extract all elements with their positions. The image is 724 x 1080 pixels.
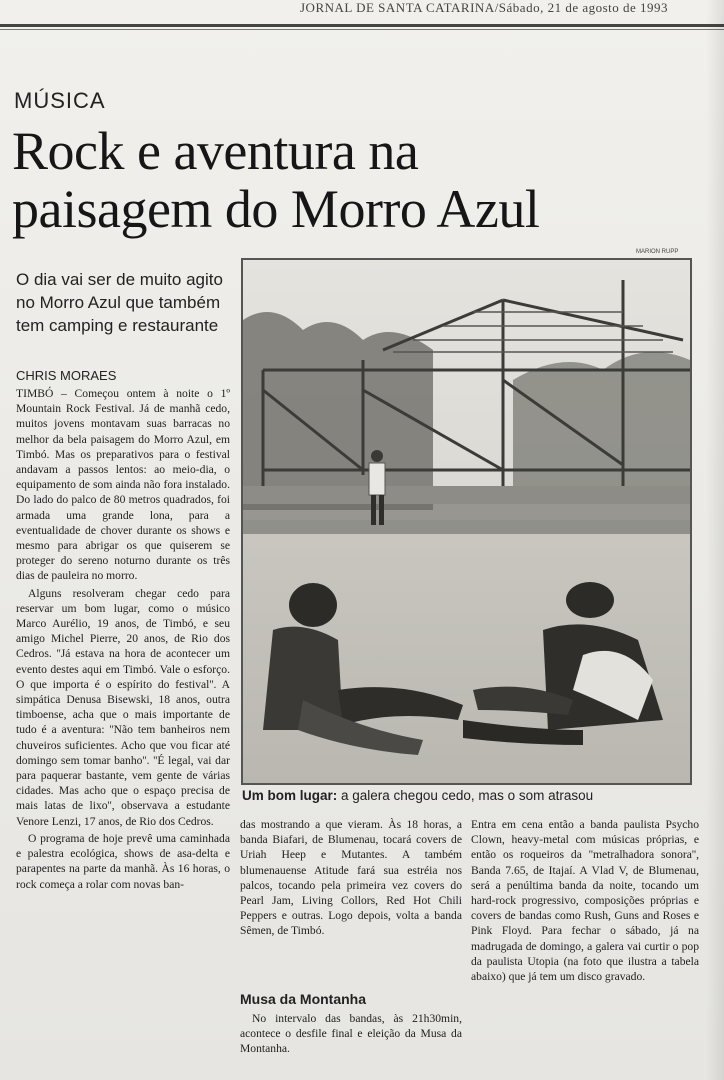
masthead: JORNAL DE SANTA CATARINA/Sábado, 21 de agosto de 1993: [300, 0, 669, 15]
paragraph: TIMBÓ – Começou ontem à noite o 1º Mountain Rock Festival. Já de manhã cedo, muitos jovens montavam suas barracas no melhor da bela paisagem do Morro Azul, em Timbó. Mas os preparativos para o festival andavam a passos lentos: ao meio-dia, o equipamento de som ainda não fora instalado. Do lado do palco de 80 metros quadrados, foi armada uma grande lona, para a eventualidade de chover durante os shows e mesmo para abrigar os que quiserem se proteger do sereno noturno durante os três dias de pauleira no morro.: [16, 387, 230, 583]
caption-text: a galera chegou cedo, mas o som atrasou: [337, 788, 594, 803]
paragraph: das mostrando a que vieram. Às 18 horas, a banda Biafari, de Blumenau, tocará covers de Uriah Heep e Mutantes. A também blumenauense Atitude fará sua estréia nos palcos, tocando pela primeira vez covers do Pearl Jam, Living Collors, Red Hot Chili Peppers e outras. Logo depois, volta a banda Sêmen, de Timbó.: [240, 818, 462, 938]
masthead-rule: [0, 24, 724, 27]
article-column-1: [16, 386, 230, 894]
photo-caption: [242, 788, 702, 803]
paragraph: No intervalo das bandas, às 21h30min, acontece o desfile final e eleição da Musa da Montanha.: [240, 1012, 462, 1056]
subhead-musa: Musa da Montanha: [240, 991, 367, 1007]
paragraph: Alguns resolveram chegar cedo para reservar um bom lugar, como o músico Marco Aurélio, 19 anos, de Timbó, e seu amigo Michel Pierre, 20 anos, de Rio dos Cedros. ''Já estava na hora de acontecer um evento destes aqui em Timbó. Vale o esforço. O que importa é o espírito do festival''. A simpática Denusa Bisewski, 18 anos, outra timboense, acha que o mais importante de tudo é a aventura: ''Não tem banheiros nem chuveiros suficientes. Acho que vou ficar até domingo sem tomar banho''. ''É legal, vai dar para paquerar bastante, vem gente de várias cidades. Mas acho que o espaço precisa de mais latas de lixo'', observava a estudante Venore Lenzi, 17 anos, de Rio dos Cedros.: [16, 586, 230, 828]
masthead-rule-thin: [0, 29, 724, 30]
article-column-2b: [240, 1011, 462, 1059]
article-column-2: [240, 817, 462, 941]
photo-credit: MARION RUPP: [636, 249, 679, 255]
page-fold-shadow: [706, 0, 724, 1080]
festival-photo: [241, 258, 692, 785]
paragraph: Entra em cena então a banda paulista Psycho Clown, heavy-metal com músicas próprias, e então os roqueiros da ''metralhadora sonora'', Banda 7.65, de Itajaí. A Vlad V, de Blumenau, será a penúltima banda da noite, tocando um hard-rock progressivo, composições próprias e covers de bandas como Rush, Guns and Roses e Pink Floyd. Para fechar o sábado, já na madrugada de domingo, a galera vai curtir o pop da paulista Utopia (na foto que ilustra a tabela abaixo) que já tem um disco gravado.: [471, 818, 699, 984]
headline-line-2: paisagem do Morro Azul: [12, 179, 540, 239]
byline: CHRIS MORAES: [16, 368, 117, 383]
headline-line-1: Rock e aventura na: [12, 121, 419, 181]
section-label: MÚSICA: [14, 88, 106, 113]
paragraph: O programa de hoje prevê uma caminhada e palestra ecológica, shows de asa-delta e parapentes na parte da manhã. Às 16 horas, o rock começa a rolar com novas ban-: [16, 831, 230, 891]
headline: [12, 122, 712, 238]
festival-photo-image: [243, 260, 690, 783]
subhead: O dia vai ser de muito agito no Morro Azul que também tem camping e restaurante: [16, 270, 223, 335]
article-column-3: [471, 817, 699, 986]
caption-lead: Um bom lugar:: [242, 788, 338, 803]
